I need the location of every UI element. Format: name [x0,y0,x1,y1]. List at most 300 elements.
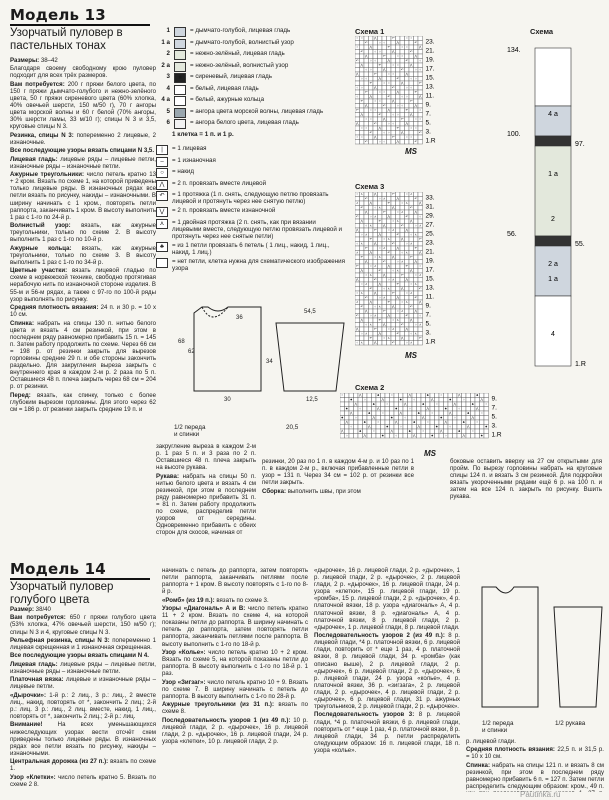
grid-cell [396,68,401,73]
symbol-item [156,145,346,155]
paragraph [10,171,156,221]
paragraph-text: 1-й р.: 2 лиц., 3 р.: лиц., 2 вместе лиц., накид, повторять от *, закончить 2 лиц.; 2-й р.: лиц. 3 р.: лиц., 2 лиц. вместе, накид, 1 лиц., повторять от *, закончить 2 лиц.; 2-й р.: лиц. [10,691,156,721]
grid-cell [385,411,390,416]
row-label: 3. [425,128,431,136]
grid-symbol: ○ [419,264,422,268]
grid-symbol: ○ [356,45,359,49]
grid-symbol: ⋀ [449,411,452,415]
grid-cell [475,411,480,416]
grid-cell [418,206,423,211]
grid-symbol: ⋀ [377,406,380,411]
scheme1-ms: MS [405,147,417,156]
grid-symbol: ⋀ [363,433,366,438]
grid-symbol: ○ [383,130,386,135]
grid-symbol: ⋀ [369,300,372,304]
grid-symbol: ↶ [364,90,368,94]
grid-symbol: ⋀ [419,201,422,205]
grid-symbol: ⋀ [414,103,417,108]
grid-cell [355,50,360,55]
symbol-icon: | [156,145,168,155]
grid-cell [453,434,458,439]
paragraph-text: 22,5 п. и 31,5 р. = 10 х 10 см. [466,746,604,761]
grid-cell [354,425,359,430]
grid-symbol: ↶ [405,108,409,112]
grid-cell [390,406,398,412]
grid-symbol: ↶ [396,76,400,81]
grid-symbol: ↶ [382,103,386,108]
grid-cell [414,251,419,256]
model14-instructions-col3 [314,567,460,800]
grid-symbol: ⋀ [374,36,377,40]
grid-cell [373,233,378,238]
grid-symbol: ⋀ [392,255,395,259]
dim-sleeve-top: 54,5 [304,309,316,315]
symbol-text: = 1 протяжка (1 п. снять, следующую петлю провязать лицевой и протянуть через нее снятую петлю) [172,191,329,206]
grid-symbol: ↶ [378,219,382,223]
grid-cell [462,407,467,412]
grid-symbol: ⋀ [369,250,372,255]
grid-symbol: ⋀ [350,411,353,415]
grid-symbol: ⋀ [383,322,386,327]
grid-cell [396,201,404,206]
grid-cell [363,407,368,412]
symbol-icon: ○ [156,168,168,178]
legend-text: = белый, ажурные кольца [190,96,265,103]
grid-symbol: ♣ [395,406,398,411]
grid-symbol: ⋀ [410,219,413,223]
grid-symbol: ⋏ [396,318,399,322]
grid-cell [369,72,374,77]
scheme3-title: Схема 3 [355,182,385,191]
grid-symbol: ○ [383,237,386,241]
grid-symbol: ♣ [350,397,353,402]
grid-symbol: ⋀ [372,415,375,420]
grid-cell [376,411,381,416]
paragraph-heading: Спинка: [466,761,490,769]
grid-symbol: ↶ [391,192,395,196]
grid-cell [403,420,408,425]
grid-symbol: ↶ [396,232,400,237]
paragraph [162,679,308,700]
grid-symbol: ♣ [431,433,434,438]
legend-number: 3 [166,73,170,80]
grid-cell [364,314,369,319]
grid-symbol: ○ [387,130,390,135]
symbol-icon: ⋀ [156,180,168,190]
grid-symbol: ↶ [364,295,368,300]
grid-cell [444,393,449,398]
scheme-band [535,246,571,296]
grid-cell [387,206,392,211]
grid-cell [462,402,467,407]
grid-cell [396,131,401,136]
grid-cell [382,251,387,256]
paragraph-text: резинки, 20 раз по 1 п. в каждом 4-м р. и 10 раз по 1 п. в каждом 2-м р., включая прибавленные петли в узор = 131 п. Через 34 см = 102 р. от резинки все петли закрыть. [262,458,414,487]
row-label: 13. [425,284,435,292]
grid-symbol: ♣ [444,406,447,411]
grid-symbol: ♣ [435,424,438,429]
row-label: 1.R [491,431,502,439]
grid-cell [439,434,444,439]
legend-item [156,108,346,118]
grid-cell [396,336,401,341]
grid-cell [409,54,414,59]
grid-symbol: ○ [374,49,377,54]
grid-symbol: ⋀ [378,126,381,130]
grid-symbol: ○ [414,223,417,228]
grid-symbol: ○ [356,291,359,295]
grid-symbol: ⋀ [365,210,368,214]
row-label: 7. [491,404,497,412]
legend-text: = сиреневый, лицевая гладь [190,73,272,80]
grid-cell [360,140,365,145]
grid-symbol: ○ [396,103,399,108]
grid-cell [364,215,369,220]
paragraph [10,222,156,243]
grid-cell [387,50,392,55]
grid-symbol: ○ [360,76,363,81]
grid-symbol: ↶ [369,81,373,85]
grid-symbol: ○ [360,85,363,90]
grid-cell [373,113,378,118]
grid-cell [340,402,345,407]
grid-cell [484,411,489,416]
grid-cell [381,424,389,430]
model13-instructions-col4 [262,458,414,554]
grid-cell [364,108,369,113]
symbol-item [156,168,346,178]
grid-symbol: ⋏ [419,273,422,277]
row-label: 17. [425,266,435,274]
grid-cell [394,393,399,398]
grid-symbol: ⋀ [405,72,408,76]
grid-symbol: ○ [405,85,408,90]
grid-cell [409,117,414,122]
grid-symbol: ⋏ [405,250,408,255]
paragraph-heading: Платочная вязка: [10,676,64,684]
grid-symbol: ↶ [364,139,368,144]
model13-title: Модель 13 [10,6,150,26]
grid-cell [409,68,414,73]
grid-cell [355,282,360,287]
grid-symbol: ♣ [363,420,366,424]
legend-number: 2 [166,50,170,57]
grid-cell [448,402,453,407]
legend-swatch [174,62,186,72]
grid-cell [418,305,423,310]
grid-cell [391,197,396,202]
grid-cell [364,131,369,136]
grid-cell [358,434,363,439]
grid-cell [364,300,369,305]
paragraph-text: вязать лицевой гладью по схеме в норвежской технике, свободно протягивая нерабочую нить по изнаночной стороне изделия. В 55-м и 56-м рядах, а также с 97-го по 100-й ряды узор выполнять по рисунку. [10,267,156,303]
grid-symbol: ♣ [368,411,371,415]
grid-symbol: ⋏ [374,214,377,219]
grid-symbol: ○ [395,433,398,438]
grid-symbol: ⋏ [365,282,368,286]
grid-cell [387,140,392,145]
grid-cell [382,108,387,113]
grid-symbol: ⋏ [410,241,413,246]
grid-cell [405,331,413,337]
grid-cell [391,140,396,145]
grid-symbol: ↶ [405,58,409,63]
grid-symbol: ○ [405,192,408,196]
grid-symbol: ♣ [417,411,420,415]
legend-number: 1 [166,27,170,34]
grid-cell [369,278,374,283]
grid-symbol: ⋀ [410,268,413,273]
grid-symbol: ⋏ [378,205,381,210]
grid-cell [378,309,383,314]
paragraph [10,692,156,720]
grid-cell [373,41,378,46]
grid-cell [400,108,405,113]
grid-symbol: ⋀ [401,237,404,241]
grid-symbol: ○ [377,420,380,424]
grid-symbol: ⋀ [383,273,386,277]
legend-swatch [174,96,186,106]
grid-symbol: ↶ [414,295,418,300]
row-label: 5. [425,119,431,127]
grid-symbol: ⋀ [396,246,399,250]
grid-cell [369,99,377,104]
grid-symbol: ↶ [382,259,386,264]
symbol-icon: ♣ [156,242,168,252]
grid-cell [369,228,374,233]
paragraph [314,632,460,710]
grid-symbol: ○ [396,54,399,58]
paragraph-text: вязать по схеме 3. [214,596,269,604]
grid-symbol: ○ [360,331,363,336]
legend-text: = нежно-зелёный, лицевая гладь [190,50,285,57]
grid-cell [360,296,365,301]
grid-cell [378,68,383,73]
grid-symbol: ○ [404,415,407,420]
grid-cell [390,420,395,425]
grid-cell [387,36,392,41]
grid-cell [396,45,404,50]
grid-symbol: ○ [396,309,399,313]
grid-symbol: ↶ [369,237,373,241]
grid-symbol: ○ [356,36,359,40]
grid-symbol: ⋀ [395,420,398,424]
grid-cell [396,273,401,278]
grid-cell [382,45,387,50]
grid-symbol: ○ [480,411,483,415]
model13-subtitle-line2: пастельных тонах [10,39,106,52]
grid-symbol: ○ [396,112,399,117]
grid-symbol: ○ [356,241,359,246]
grid-symbol: ↶ [360,205,364,210]
model13-instructions-col1 [10,57,156,577]
grid-cell [457,420,462,425]
grid-cell [426,433,434,439]
grid-symbol: ○ [378,90,381,94]
grid-symbol: ○ [485,402,488,406]
grid-cell [466,416,471,421]
grid-symbol: ○ [401,300,404,304]
grid-cell [466,434,471,439]
grid-cell [340,398,345,403]
zone-label: 2 a [548,261,558,268]
grid-symbol: ○ [363,397,366,402]
grid-symbol: ○ [378,99,381,103]
paragraph-heading: Последовательность узоров 3: [314,711,415,719]
grid-symbol: ♣ [480,433,483,438]
grid-cell [400,192,405,197]
grid-cell [355,63,360,68]
grid-symbol: ⋀ [387,264,390,268]
paragraph [314,567,460,631]
grid-symbol: ⋏ [410,340,413,345]
grid-cell [382,314,387,319]
grid-cell [394,411,399,416]
grid-symbol: ↶ [414,40,418,45]
grid-cell [355,206,360,211]
paragraph [262,458,414,486]
grid-symbol: ○ [387,81,390,85]
row-label: 3. [425,329,431,337]
grid-symbol: ⋀ [360,63,363,67]
grid-cell [435,407,440,412]
grid-cell [378,224,383,229]
grid-symbol: ↶ [400,67,404,72]
symbol-text: = 1 лицевая [172,145,207,152]
grid-cell [373,140,378,145]
grid-cell [400,264,405,269]
grid-cell [364,287,369,292]
grid-cell [453,429,461,434]
grid-cell [372,434,377,439]
row-label: 17. [425,65,435,73]
grid-symbol: ⋏ [378,304,381,309]
grid-cell [400,72,405,77]
grid-cell [373,332,378,337]
grid-symbol: ↶ [409,99,413,103]
row-label: 7. [425,311,431,319]
grid-symbol: ⋀ [410,63,413,67]
grid-cell [369,291,374,296]
paragraph [10,156,156,170]
grid-symbol: ⋏ [356,201,359,205]
paragraph [10,65,156,79]
paragraph-heading: Ажурные треугольники (из 31 п.): [162,701,274,709]
grid-cell [378,117,383,122]
grid-cell [430,425,435,430]
grid-cell [360,104,365,109]
grid-cell [378,341,383,346]
grid-symbol: ↶ [409,304,413,309]
grid-cell [394,425,399,430]
grid-symbol: ○ [392,72,395,76]
grid-symbol: ○ [414,126,417,130]
grid-symbol: ○ [392,318,395,322]
grid-cell [409,323,414,328]
grid-symbol: ⋀ [359,393,362,397]
paragraph [10,304,156,318]
grid-cell [385,416,390,421]
grid-symbol: ↶ [382,54,386,58]
grid-symbol: ⋏ [387,237,390,241]
row-label: 5. [425,320,431,328]
grid-symbol: ↶ [400,117,404,121]
grid-cell [369,341,374,346]
paragraph-text: вязать по схеме 1. [10,758,156,773]
grid-symbol: ○ [381,411,384,415]
grid-cell [400,242,405,247]
grid-symbol: ⋀ [396,139,399,144]
grid-symbol: ○ [354,415,357,420]
grid-symbol: ○ [392,268,395,273]
grid-symbol: ↶ [396,126,400,130]
symbol-item [156,157,346,167]
grid-symbol: ○ [419,214,422,219]
model13-instructions-col3 [156,443,256,561]
grid-cell [405,318,410,323]
row-marker: 55. [575,241,585,248]
grid-symbol: ○ [374,255,377,259]
grid-symbol: ↶ [400,322,404,327]
row-label: 33. [425,194,435,202]
grid-symbol: ↶ [418,81,422,85]
grid-cell [421,420,426,425]
paragraph [162,567,308,595]
paragraph-heading: Все последующие узоры вязать спицами N 4. [10,652,149,660]
grid-symbol: ⋀ [374,85,377,90]
grid-cell [396,94,404,100]
grid-cell [475,425,480,430]
grid-cell [484,434,489,439]
grid-symbol: ⋏ [405,201,408,205]
legend-number: 4 a [161,96,170,103]
grid-symbol: ○ [422,429,425,433]
grid-symbol: ⋀ [390,429,393,433]
grid-cell [394,398,399,403]
grid-cell [391,210,396,215]
grid-symbol: ⋀ [369,201,372,205]
symbol-icon [156,258,168,268]
grid-symbol: ⋀ [414,210,417,214]
grid-cell [426,398,431,403]
grid-symbol: ○ [369,313,372,318]
legend-text: = ангора белого цвета, лицевая гладь [190,119,299,126]
grid-symbol: ⋀ [356,228,359,232]
grid-cell [390,402,395,407]
grid-cell [396,117,401,122]
paragraph-heading: Резинка, спицы N 3: [10,131,74,139]
grid-symbol: ○ [378,246,381,250]
grid-cell [408,420,416,425]
grid-cell [444,424,452,430]
grid-cell [354,434,359,439]
grid-symbol: ○ [426,420,429,424]
grid-cell [360,117,368,122]
grid-cell [373,269,378,274]
paragraph-text: 200 г пряжи белого цвета, по 150 г пряжи дымчато-голубого и нежно-зелёного цвета, 50 г пряжи сиреневого цвета (60% хлопка, 40% овечьей шерсти, 150 м/50 г), 70 г ангоры цвета морской волны и 60 г белой (70% ангоры, 30% шерсти ламы, 33 м/10 г); спицы N 3 и 3,5, круговые спицы N 3. [10,80,156,131]
paragraph-heading: Внимание! [10,721,43,729]
grid-symbol: ⋀ [383,223,386,228]
grid-cell [396,300,404,305]
grid-symbol: ○ [401,103,404,108]
grid-cell [391,104,396,109]
grid-symbol: ↶ [396,331,400,336]
grid-cell [364,59,369,64]
grid-symbol: ⋀ [369,94,372,99]
grid-cell [391,260,396,265]
main-color-scheme [505,36,605,376]
grid-cell [462,411,470,416]
